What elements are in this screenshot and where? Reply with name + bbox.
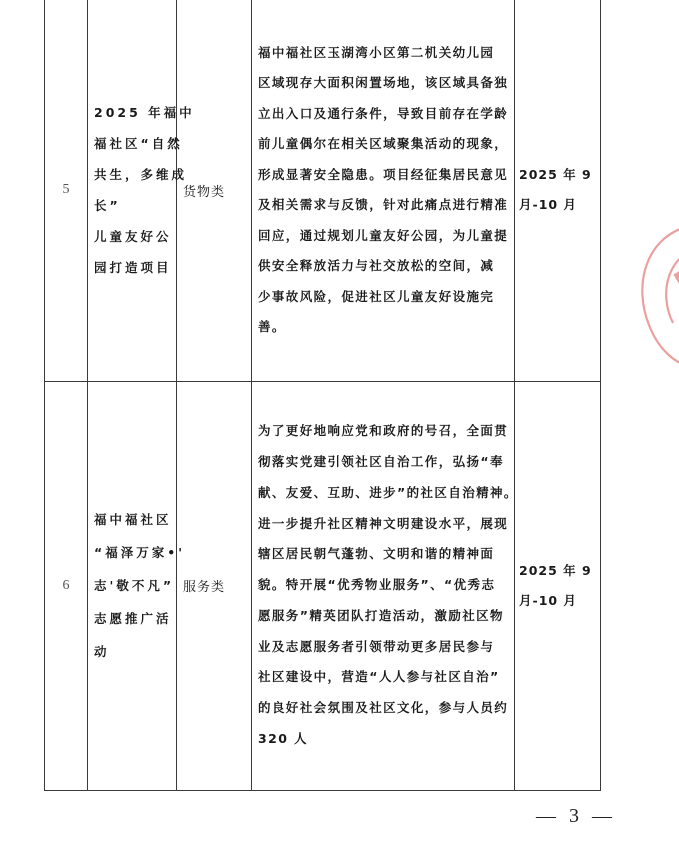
project-type: 服务类 bbox=[183, 580, 226, 595]
project-type: 货物类 bbox=[183, 184, 226, 200]
stamp-star bbox=[675, 269, 679, 285]
row-number: 6 bbox=[45, 381, 88, 790]
project-time: 2025 年 9 月-10 月 bbox=[519, 562, 592, 608]
stamp-inner-arc bbox=[666, 250, 679, 323]
table-row bbox=[45, 381, 601, 790]
row-number: 5 bbox=[45, 0, 88, 381]
project-name: 2025 年福中 福社区“自然 共生，多维成 长” 儿童友好公 园打造项目 bbox=[94, 105, 195, 276]
project-description: 为了更好地响应党和政府的号召，全面贯 彻落实党建引领社区自治工作，弘扬“奉 献、友爱、互助、进步”的社区自治精神。 进一步提升社区精神文明建设水平，展现 辖区居民朝气蓬勃、文明和谐的精神面 貌。特开展“优秀物业服务”、“优秀志 愿服务”精英团队打造活动，激励社区物 业及志愿服务者引领带动更多居民参与 社区建设中，营造“人人参与社区自治” 的良好社会氛围及社区文化，参与人员约 320 人 bbox=[258, 423, 518, 747]
stamp-ring bbox=[642, 225, 679, 367]
table-row bbox=[45, 0, 601, 381]
project-time: 2025 年 9 月-10 月 bbox=[519, 167, 592, 213]
project-table bbox=[44, 0, 601, 791]
official-stamp-icon bbox=[615, 205, 679, 375]
page-number: — 3 — bbox=[536, 805, 616, 827]
project-description: 福中福社区玉湖湾小区第二机关幼儿园 区域现存大面积闲置场地，该区域具备独 立出入口及通行条件，导致目前存在学龄 前儿童偶尔在相关区域聚集活动的现象， 形成显著安全隐患。项目经征集居民意见 及相关需求与反馈，针对此痛点进行精准 回应，通过规划儿童友好公园，为儿童提 供安全释放活力与社交放松的空间，减 少事故风险，促进社区儿童友好设施完 善。 bbox=[258, 44, 509, 335]
project-name: 福中福社区 “福泽万家•' 志'敬不凡” 志愿推广活 动 bbox=[94, 512, 186, 659]
